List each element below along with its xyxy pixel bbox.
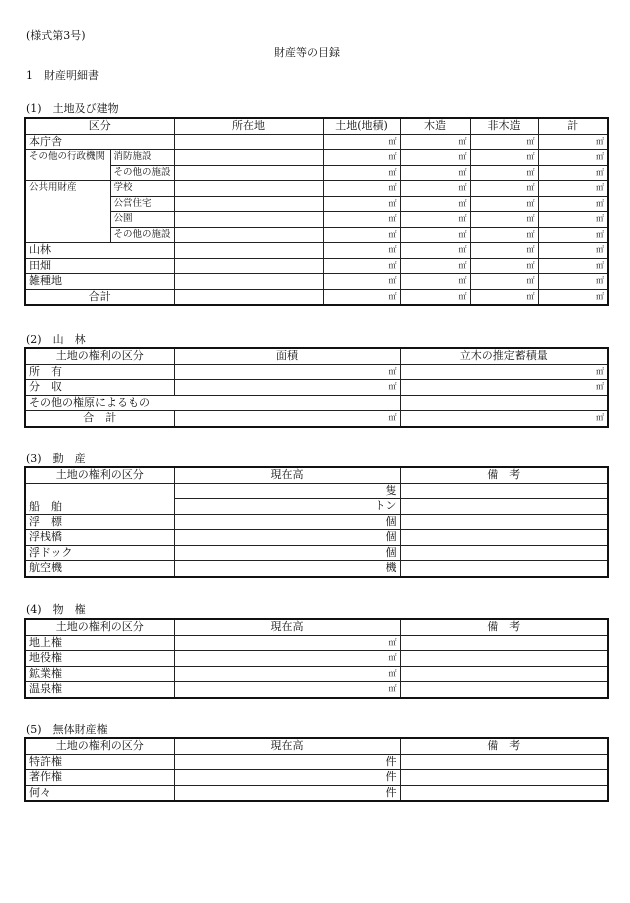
remarks-cell (400, 754, 608, 770)
header-cell: 木造 (400, 118, 470, 134)
volume-cell (400, 395, 608, 411)
real-rights-table (24, 618, 609, 699)
volume-cell: ㎡ (400, 364, 608, 380)
header-cell: 非木造 (470, 118, 538, 134)
land-buildings-heading: (1) 土地及び建物 (26, 102, 119, 115)
area-cell: ㎡ (400, 227, 470, 243)
table-row (25, 150, 608, 166)
table-header-row (25, 348, 608, 364)
row-label: 所 有 (25, 364, 174, 380)
table-row (25, 514, 608, 530)
area-cell: ㎡ (470, 165, 538, 181)
location-cell (174, 196, 323, 212)
area-cell: ㎡ (400, 134, 470, 150)
area-cell: ㎡ (470, 134, 538, 150)
table-row (25, 651, 608, 667)
row-label: 地役権 (25, 651, 174, 667)
real-rights-heading: (4) 物 権 (26, 603, 86, 616)
unit-cell: トン (174, 499, 400, 515)
remarks-cell (400, 514, 608, 530)
forest-table (24, 347, 609, 428)
area-cell: ㎡ (323, 258, 400, 274)
volume-cell: ㎡ (400, 411, 608, 427)
area-cell: ㎡ (470, 243, 538, 259)
header-cell: 備 考 (400, 467, 608, 483)
area-cell: ㎡ (323, 289, 400, 305)
area-cell: ㎡ (400, 212, 470, 228)
header-cell: 所在地 (174, 118, 323, 134)
area-cell: ㎡ (323, 196, 400, 212)
header-cell: 土地の権利の区分 (25, 738, 174, 754)
area-cell: ㎡ (174, 651, 400, 667)
row-label: 鉱業権 (25, 666, 174, 682)
header-cell: 立木の推定蓄積量 (400, 348, 608, 364)
table-row (25, 274, 608, 290)
forest-heading: (2) 山 林 (26, 333, 86, 346)
table-row (25, 380, 608, 396)
form-number: (様式第3号) (26, 29, 86, 42)
area-cell: ㎡ (538, 289, 608, 305)
total-label: 合 計 (25, 411, 174, 427)
area-cell: ㎡ (174, 635, 400, 651)
header-cell: 土地(地積) (323, 118, 400, 134)
area-cell: ㎡ (538, 243, 608, 259)
remarks-cell (400, 666, 608, 682)
header-cell: 備 考 (400, 619, 608, 635)
remarks-cell (400, 651, 608, 667)
location-cell (174, 134, 323, 150)
area-cell: ㎡ (400, 258, 470, 274)
movables-table (24, 466, 609, 578)
row-label: 田畑 (25, 258, 174, 274)
header-cell: 面積 (174, 348, 400, 364)
group-label: その他の行政機関 (25, 150, 110, 181)
location-cell (174, 274, 323, 290)
unit-cell: 隻 (174, 483, 400, 499)
row-label: 公営住宅 (110, 196, 174, 212)
row-label: 船 舶 (25, 483, 174, 514)
table-header-row (25, 467, 608, 483)
table-row (25, 258, 608, 274)
unit-cell: 機 (174, 561, 400, 577)
header-cell: 土地の権利の区分 (25, 467, 174, 483)
table-row (25, 483, 608, 499)
table-header-row (25, 619, 608, 635)
location-cell (174, 165, 323, 181)
header-cell: 現在高 (174, 467, 400, 483)
row-label: 地上権 (25, 635, 174, 651)
row-label: 公園 (110, 212, 174, 228)
area-cell: ㎡ (470, 227, 538, 243)
header-cell: 現在高 (174, 738, 400, 754)
area-cell: ㎡ (470, 150, 538, 166)
row-label: その他の施設 (110, 227, 174, 243)
area-cell: ㎡ (400, 289, 470, 305)
location-cell (174, 212, 323, 228)
location-cell (174, 150, 323, 166)
area-cell: ㎡ (538, 258, 608, 274)
area-cell: ㎡ (470, 212, 538, 228)
area-cell: ㎡ (538, 181, 608, 197)
row-label: 雑種地 (25, 274, 174, 290)
table-row (25, 165, 608, 181)
header-cell: 土地の権利の区分 (25, 348, 174, 364)
row-label: 消防施設 (110, 150, 174, 166)
intangible-rights-heading: (5) 無体財産権 (26, 723, 108, 736)
area-cell: ㎡ (470, 258, 538, 274)
volume-cell: ㎡ (400, 380, 608, 396)
table-row (25, 666, 608, 682)
document-title: 財産等の目録 (274, 46, 340, 59)
table-row (25, 395, 608, 411)
area-cell: ㎡ (538, 212, 608, 228)
table-row (25, 134, 608, 150)
location-cell (174, 181, 323, 197)
table-row (25, 196, 608, 212)
row-label: 学校 (110, 181, 174, 197)
area-cell: ㎡ (538, 274, 608, 290)
area-cell: ㎡ (323, 150, 400, 166)
area-cell: ㎡ (538, 165, 608, 181)
area-cell: ㎡ (323, 243, 400, 259)
remarks-cell (400, 483, 608, 499)
table-header-row (25, 118, 608, 134)
area-cell: ㎡ (400, 196, 470, 212)
remarks-cell (400, 545, 608, 561)
area-cell: ㎡ (470, 181, 538, 197)
total-label: 合計 (25, 289, 174, 305)
area-cell: ㎡ (538, 134, 608, 150)
row-label: 温泉権 (25, 682, 174, 698)
remarks-cell (400, 499, 608, 515)
area-cell: ㎡ (323, 227, 400, 243)
table-row (25, 770, 608, 786)
row-label: 浮ドック (25, 545, 174, 561)
area-cell: ㎡ (538, 150, 608, 166)
area-cell: ㎡ (323, 274, 400, 290)
header-cell: 区分 (25, 118, 174, 134)
area-cell: ㎡ (400, 243, 470, 259)
area-cell: ㎡ (470, 274, 538, 290)
header-cell: 土地の権利の区分 (25, 619, 174, 635)
area-cell: ㎡ (174, 411, 400, 427)
row-label: その他の権原によるもの (25, 395, 400, 411)
unit-cell: 個 (174, 514, 400, 530)
table-row (25, 754, 608, 770)
table-row (25, 243, 608, 259)
table-row (25, 212, 608, 228)
area-cell: ㎡ (400, 165, 470, 181)
area-cell: ㎡ (470, 289, 538, 305)
location-cell (174, 289, 323, 305)
header-cell: 現在高 (174, 619, 400, 635)
section-title: 1 財産明細書 (26, 69, 99, 82)
total-row (25, 289, 608, 305)
remarks-cell (400, 785, 608, 801)
intangible-rights-table (24, 737, 609, 802)
area-cell: ㎡ (174, 666, 400, 682)
unit-cell: 件 (174, 754, 400, 770)
area-cell: ㎡ (323, 181, 400, 197)
location-cell (174, 243, 323, 259)
row-label: 本庁舎 (25, 134, 174, 150)
table-row (25, 635, 608, 651)
area-cell: ㎡ (323, 165, 400, 181)
land-buildings-table (24, 117, 609, 306)
row-label: 山林 (25, 243, 174, 259)
total-row (25, 411, 608, 427)
remarks-cell (400, 561, 608, 577)
area-cell: ㎡ (323, 212, 400, 228)
area-cell: ㎡ (174, 682, 400, 698)
area-cell: ㎡ (174, 380, 400, 396)
area-cell: ㎡ (400, 150, 470, 166)
area-cell: ㎡ (538, 227, 608, 243)
unit-cell: 個 (174, 545, 400, 561)
table-row (25, 227, 608, 243)
area-cell: ㎡ (400, 274, 470, 290)
area-cell: ㎡ (400, 181, 470, 197)
remarks-cell (400, 635, 608, 651)
row-label: 分 収 (25, 380, 174, 396)
location-cell (174, 258, 323, 274)
unit-cell: 件 (174, 770, 400, 786)
row-label: 浮 標 (25, 514, 174, 530)
row-label: 浮桟橋 (25, 530, 174, 546)
table-header-row (25, 738, 608, 754)
table-row (25, 561, 608, 577)
table-row (25, 545, 608, 561)
row-label: 航空機 (25, 561, 174, 577)
table-row (25, 181, 608, 197)
header-cell: 計 (538, 118, 608, 134)
area-cell: ㎡ (174, 364, 400, 380)
remarks-cell (400, 530, 608, 546)
row-label: 著作権 (25, 770, 174, 786)
remarks-cell (400, 770, 608, 786)
header-cell: 備 考 (400, 738, 608, 754)
row-label: 特許権 (25, 754, 174, 770)
movables-heading: (3) 動 産 (26, 452, 86, 465)
row-label: 何々 (25, 785, 174, 801)
table-row (25, 682, 608, 698)
unit-cell: 個 (174, 530, 400, 546)
area-cell: ㎡ (538, 196, 608, 212)
unit-cell: 件 (174, 785, 400, 801)
area-cell: ㎡ (323, 134, 400, 150)
group-label: 公共用財産 (25, 181, 110, 243)
table-row (25, 785, 608, 801)
row-label: その他の施設 (110, 165, 174, 181)
area-cell: ㎡ (470, 196, 538, 212)
location-cell (174, 227, 323, 243)
table-row (25, 364, 608, 380)
remarks-cell (400, 682, 608, 698)
table-row (25, 530, 608, 546)
